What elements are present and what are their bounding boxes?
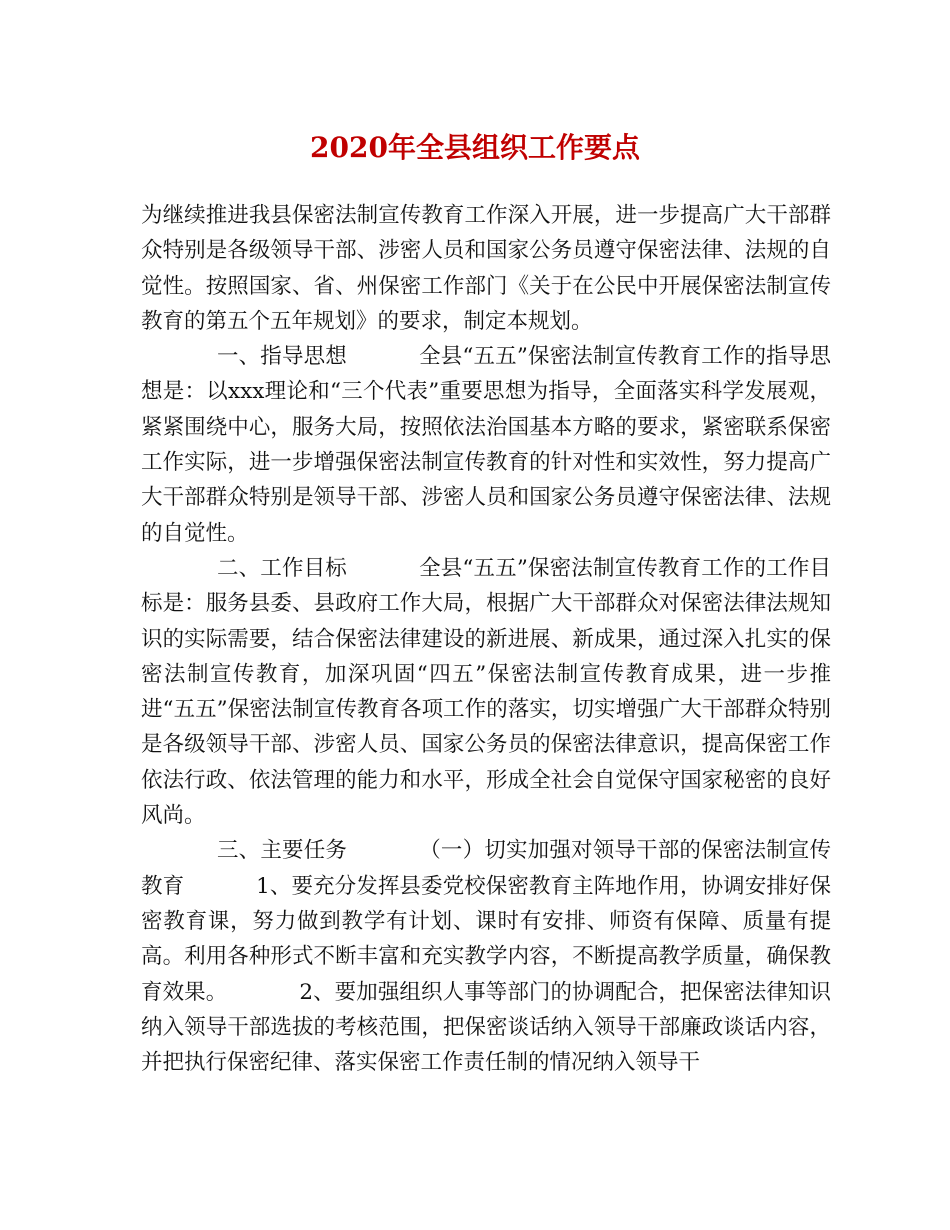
section-text: 全县“五五”保密法制宣传教育工作的指导思想是：以xxx理论和“三个代表”重要思想为指导，全面落实科学发展观，紧紧围绕中心，服务大局，按照依法治国基本方略的要求，紧密联系保密工作实际，进一步增强保密法制宣传教育的针对性和实效性，努力提高广大干部群众特别是领导干部、涉密人员和国家公务员遵守保密法律、法规的自觉性。 bbox=[141, 344, 831, 546]
section-main-tasks bbox=[141, 833, 831, 1080]
section-guiding-thought bbox=[141, 339, 831, 551]
task-item-1: 1、要充分发挥县委党校保密教育主阵地作用，协调安排好保密教育课，努力做到教学有计划、课时有安排、师资有保障、质量有提高。利用各种形式不断丰富和充实教学内容，不断提高教学质量，确保教育效果。 bbox=[141, 873, 831, 1005]
subsection-heading: （一）切实加强对领导干部的保密法制宣传教育 bbox=[141, 838, 831, 899]
section-work-goals bbox=[141, 551, 831, 833]
task-item-2: 2、要加强组织人事等部门的协调配合，把保密法律知识纳入领导干部选拔的考核范围，把保密谈话纳入领导干部廉政谈话内容，并把执行保密纪律、落实保密工作责任制的情况纳入领导干 bbox=[141, 979, 831, 1076]
section-heading: 三、主要任务 bbox=[217, 838, 348, 864]
document-title: 2020年全县组织工作要点 bbox=[310, 131, 640, 164]
section-text: 全县“五五”保密法制宣传教育工作的工作目标是：服务县委、县政府工作大局，根据广大干部群众对保密法律法规知识的实际需要，结合保密法律建设的新进展、新成果，通过深入扎实的保密法制宣传教育，加深巩固“四五”保密法制宣传教育成果，进一步推进“五五”保密法制宣传教育各项工作的落实，切实增强广大干部群众特别是各级领导干部、涉密人员、国家公务员的保密法律意识，提高保密工作依法行政、依法管理的能力和水平，形成全社会自觉保守国家秘密的良好风尚。 bbox=[141, 555, 831, 829]
section-heading: 二、工作目标 bbox=[217, 555, 347, 581]
section-heading: 一、指导思想 bbox=[217, 344, 347, 370]
document-body bbox=[141, 198, 831, 1080]
intro-paragraph: 为继续推进我县保密法制宣传教育工作深入开展，进一步提高广大干部群众特别是各级领导干部、涉密人员和国家公务员遵守保密法律、法规的自觉性。按照国家、省、州保密工作部门《关于在公民中开展保密法制宣传教育的第五个五年规划》的要求，制定本规划。 bbox=[141, 203, 831, 334]
